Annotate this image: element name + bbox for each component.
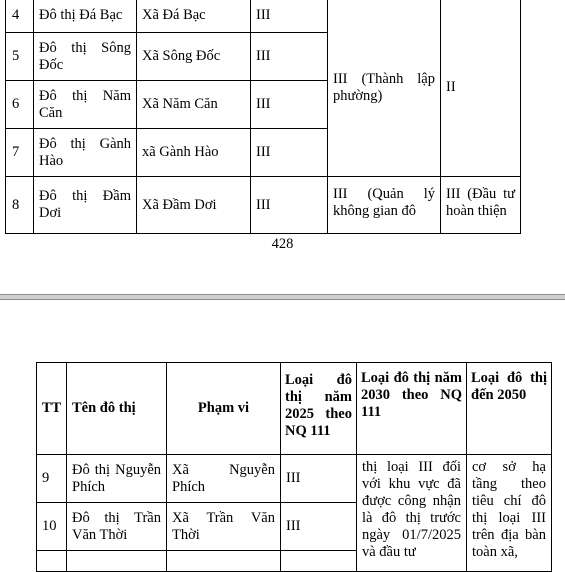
urban-table-lower bbox=[36, 362, 552, 572]
row-number: 5 bbox=[6, 33, 34, 81]
header-scope: Phạm vi bbox=[167, 363, 281, 455]
urban-name: Đô thị Năm Căn bbox=[34, 81, 137, 129]
urban-class-2030-note: thị loại III đối với khu vực đã được công nhận là đô thị trước ngày 01/7/2025 và đầu tư bbox=[357, 455, 467, 572]
urban-scope-cut bbox=[167, 551, 281, 572]
row-number: 7 bbox=[6, 129, 34, 177]
urban-class-2030: III (Quản lý không gian đô bbox=[328, 177, 441, 234]
header-class-2025: Loại đô thị năm 2025 theo NQ 111 bbox=[281, 363, 357, 455]
urban-scope: Xã Đầm Dơi bbox=[137, 177, 251, 234]
row-number-cut bbox=[37, 551, 67, 572]
urban-class-2025: III bbox=[251, 129, 328, 177]
urban-class-2025: III bbox=[251, 177, 328, 234]
urban-class-2025: III bbox=[251, 33, 328, 81]
urban-class-2030-merged: III (Thành lập phường) bbox=[328, 0, 441, 177]
urban-class-2025: III bbox=[281, 503, 357, 551]
urban-name: Đô thị Đá Bạc bbox=[34, 0, 137, 33]
row-number: 8 bbox=[6, 177, 34, 234]
header-tt: TT bbox=[37, 363, 67, 455]
urban-scope: Xã Năm Căn bbox=[137, 81, 251, 129]
urban-scope: Xã Trần Văn Thời bbox=[167, 503, 281, 551]
row-number: 6 bbox=[6, 81, 34, 129]
header-class-2030: Loại đô thị năm 2030 theo NQ 111 bbox=[357, 363, 467, 455]
urban-class-2050-note: cơ sở hạ tầng theo tiêu chí đô thị loại III trên địa bàn toàn xã, bbox=[467, 455, 552, 572]
urban-name-cut bbox=[67, 551, 167, 572]
urban-name: Đô thị Sông Đốc bbox=[34, 33, 137, 81]
page-number: 428 bbox=[271, 236, 294, 252]
urban-name: Đô thị Trần Văn Thời bbox=[67, 503, 167, 551]
urban-scope: Xã Đá Bạc bbox=[137, 0, 251, 33]
table-row bbox=[6, 0, 521, 33]
urban-name: Đô thị Đầm Dơi bbox=[34, 177, 137, 234]
urban-class-2025: III bbox=[251, 81, 328, 129]
row-number: 10 bbox=[37, 503, 67, 551]
table-row bbox=[6, 177, 521, 234]
urban-class-2050: III (Đầu tư hoàn thiện bbox=[441, 177, 521, 234]
urban-class-2025: III bbox=[281, 455, 357, 503]
urban-class-2025: III bbox=[251, 0, 328, 33]
urban-table-upper bbox=[5, 0, 521, 234]
urban-class-2025-cut bbox=[281, 551, 357, 572]
urban-scope: Xã Nguyễn Phích bbox=[167, 455, 281, 503]
urban-name: Đô thị Nguyễn Phích bbox=[67, 455, 167, 503]
table-row bbox=[37, 455, 552, 503]
header-class-2050: Loại đô thị đến 2050 bbox=[467, 363, 552, 455]
row-number: 9 bbox=[37, 455, 67, 503]
table-header-row bbox=[37, 363, 552, 455]
urban-name: Đô thị Gành Hào bbox=[34, 129, 137, 177]
header-name: Tên đô thị bbox=[67, 363, 167, 455]
urban-class-2050-merged: II bbox=[441, 0, 521, 177]
urban-scope: Xã Sông Đốc bbox=[137, 33, 251, 81]
row-number: 4 bbox=[6, 0, 34, 33]
urban-scope: xã Gành Hào bbox=[137, 129, 251, 177]
